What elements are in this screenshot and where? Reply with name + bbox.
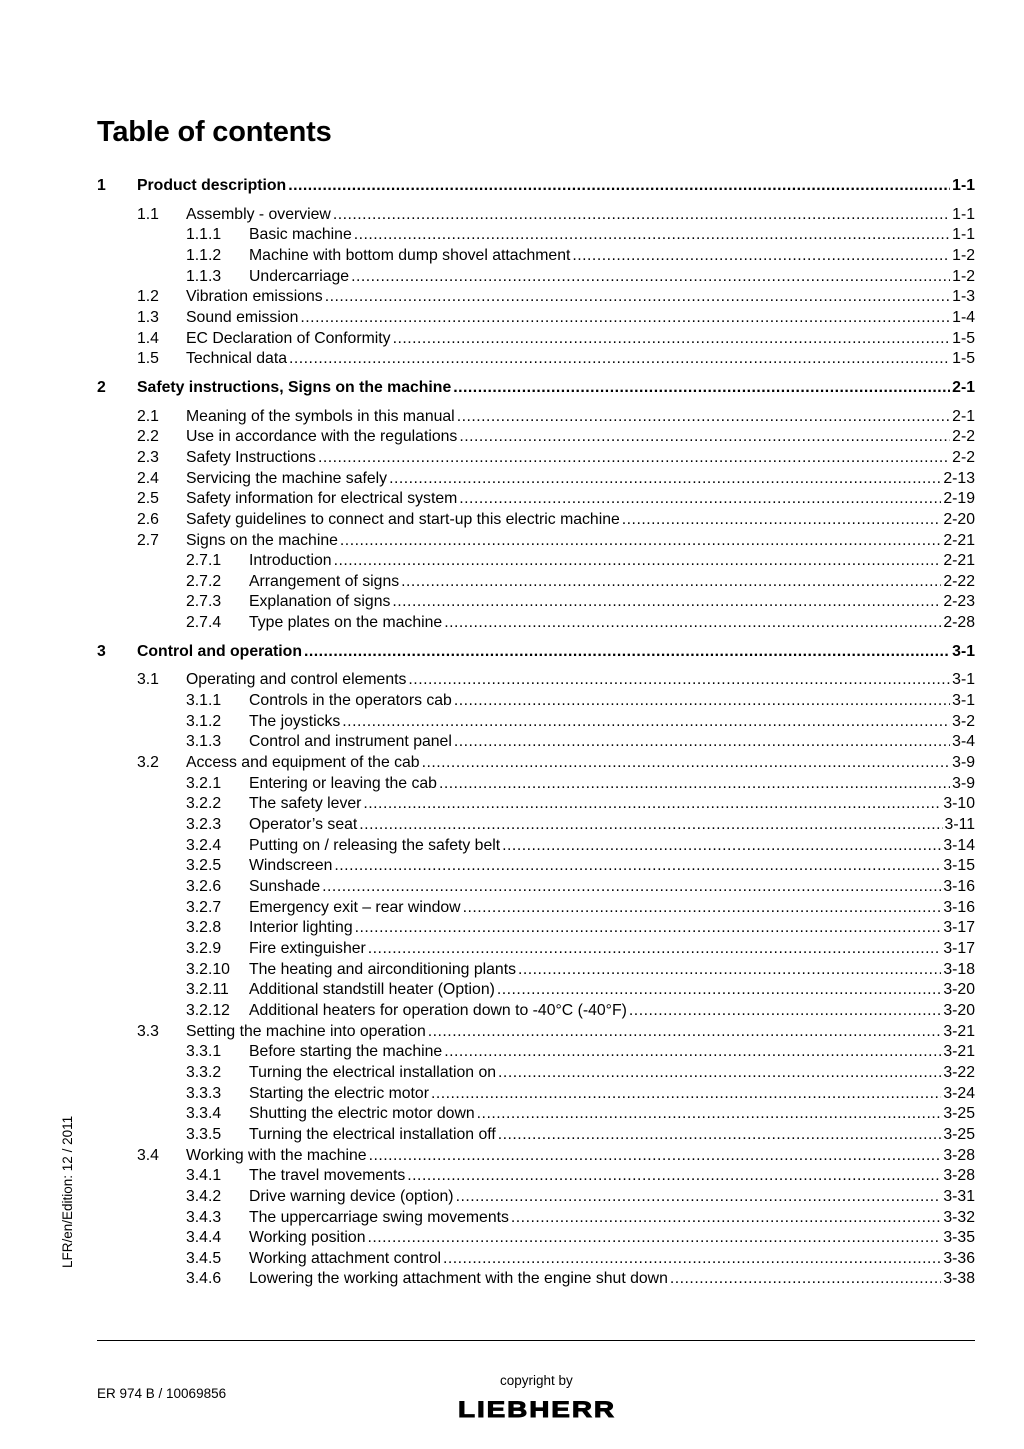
toc-entry-page: 3-1 (952, 671, 975, 689)
toc-entry-number: 2.7.4 (186, 614, 222, 632)
toc-entry-number: 2.2 (137, 428, 159, 446)
toc-entry-number: 3.3.4 (186, 1105, 222, 1123)
toc-entry-number: 3.2.9 (186, 939, 222, 957)
toc-dot-leader (322, 877, 941, 898)
toc-entry-number: 1.2 (137, 288, 159, 306)
toc-entry-title: The travel movements (249, 1167, 406, 1185)
toc-section-entry (97, 531, 975, 552)
toc-section-entry (97, 1146, 975, 1167)
toc-subsection-entry (97, 815, 975, 836)
toc-dot-leader (393, 329, 951, 350)
toc-dot-leader (453, 378, 950, 399)
toc-entry-title: Fire extinguisher (249, 939, 366, 957)
toc-entry-title: Meaning of the symbols in this manual (186, 407, 455, 425)
toc-dot-leader (443, 1249, 941, 1270)
table-of-contents (97, 176, 975, 1290)
toc-entry-title: Technical data (186, 350, 287, 368)
toc-entry-title: Drive warning device (option) (249, 1187, 454, 1205)
toc-entry-page: 3-20 (943, 981, 975, 999)
toc-entry-page: 3-32 (943, 1208, 975, 1226)
toc-entry-title: Starting the electric motor (249, 1084, 429, 1102)
toc-dot-leader (289, 349, 950, 370)
toc-entry-number: 1.1.2 (186, 246, 222, 264)
toc-section-entry (97, 510, 975, 531)
toc-entry-number: 3.2.8 (186, 919, 222, 937)
toc-subsection-entry (97, 1104, 975, 1125)
toc-chapter-entry (97, 176, 975, 197)
toc-entry-number: 1.3 (137, 308, 159, 326)
toc-entry-page: 3-18 (943, 960, 975, 978)
page-title: Table of contents (97, 116, 332, 148)
toc-entry-page: 3-20 (943, 1001, 975, 1019)
toc-entry-number: 3.1.2 (186, 712, 222, 730)
toc-dot-leader (368, 1228, 942, 1249)
toc-entry-number: 1.5 (137, 350, 159, 368)
toc-subsection-entry (97, 856, 975, 877)
toc-entry-title: Sunshade (249, 878, 321, 895)
toc-subsection-entry (97, 712, 975, 733)
toc-section-entry (97, 407, 975, 428)
toc-subsection-entry (97, 877, 975, 898)
toc-entry-title: Turning the electrical installation off (249, 1125, 496, 1143)
toc-entry-title: The joysticks (249, 712, 341, 730)
toc-entry-number: 1.1 (137, 205, 159, 223)
toc-entry-title: Signs on the machine (186, 531, 338, 549)
toc-dot-leader (407, 1166, 941, 1187)
toc-dot-leader (456, 1187, 942, 1208)
toc-entry-title: Vibration emissions (186, 288, 323, 306)
toc-entry-title: Safety Instructions (186, 448, 316, 466)
toc-entry-title: Operating and control elements (186, 671, 407, 689)
toc-dot-leader (457, 407, 950, 428)
toc-entry-page: 3-22 (943, 1063, 975, 1081)
toc-entry-title: Interior lighting (249, 919, 353, 937)
toc-entry-number: 3.2.10 (186, 960, 230, 978)
toc-entry-title: Sound emission (186, 308, 299, 326)
toc-subsection-entry (97, 691, 975, 712)
toc-entry-page: 1-2 (952, 267, 975, 285)
toc-entry-number: 2.7.2 (186, 572, 222, 590)
toc-entry-page: 1-1 (952, 177, 975, 194)
toc-dot-leader (363, 794, 941, 815)
toc-dot-leader (355, 918, 942, 939)
toc-entry-number: 3.2.12 (186, 1001, 230, 1019)
toc-entry-title: Emergency exit – rear window (249, 898, 461, 916)
toc-entry-number: 3.1.3 (186, 733, 222, 751)
toc-subsection-entry (97, 1063, 975, 1084)
toc-entry-number: 3.2 (137, 754, 159, 772)
toc-dot-leader (572, 246, 950, 267)
footer-divider (97, 1340, 975, 1341)
toc-entry-title: Servicing the machine safely (186, 469, 388, 487)
toc-entry-number: 3 (97, 642, 106, 660)
toc-entry-page: 3-11 (944, 816, 975, 834)
toc-dot-leader (444, 1042, 941, 1063)
toc-dot-leader (368, 939, 942, 960)
toc-dot-leader (497, 980, 942, 1001)
toc-entry-number: 3.4.1 (186, 1167, 222, 1185)
edition-note: LFR/en/Edition: 12 / 2011 (60, 1115, 75, 1268)
toc-entry-page: 2-2 (952, 428, 975, 446)
toc-section-entry (97, 469, 975, 490)
toc-section-entry (97, 349, 975, 370)
toc-subsection-entry (97, 1208, 975, 1229)
toc-entry-number: 3.4.2 (186, 1187, 222, 1205)
toc-section-entry (97, 753, 975, 774)
toc-entry-title: The uppercarriage swing movements (249, 1208, 509, 1226)
toc-subsection-entry (97, 613, 975, 634)
toc-dot-leader (334, 551, 942, 572)
toc-entry-page: 3-15 (943, 857, 975, 875)
toc-dot-leader (359, 815, 942, 836)
copyright-label: copyright by (500, 1373, 573, 1388)
toc-subsection-entry (97, 939, 975, 960)
toc-entry-title: Additional standstill heater (Option) (249, 981, 495, 999)
toc-section-entry (97, 427, 975, 448)
toc-entry-title: Basic machine (249, 226, 352, 244)
toc-entry-page: 1-3 (952, 288, 975, 306)
toc-entry-number: 3.3.1 (186, 1043, 222, 1061)
toc-entry-number: 3.4.3 (186, 1208, 222, 1226)
toc-entry-number: 3.2.11 (186, 981, 229, 999)
toc-dot-leader (334, 856, 941, 877)
toc-dot-leader (454, 732, 950, 753)
toc-entry-title: Arrangement of signs (249, 572, 400, 590)
toc-entry-number: 3.3.3 (186, 1084, 222, 1102)
toc-subsection-entry (97, 1228, 975, 1249)
toc-subsection-entry (97, 592, 975, 613)
toc-entry-title: EC Declaration of Conformity (186, 329, 391, 347)
toc-dot-leader (459, 489, 941, 510)
toc-entry-title: Machine with bottom dump shovel attachment (249, 246, 571, 264)
toc-subsection-entry (97, 1166, 975, 1187)
toc-entry-page: 1-1 (952, 226, 975, 244)
toc-dot-leader (629, 1001, 941, 1022)
toc-entry-number: 2.3 (137, 448, 159, 466)
toc-entry-title: Type plates on the machine (249, 614, 443, 632)
toc-entry-number: 3.1 (137, 671, 159, 689)
toc-subsection-entry (97, 1042, 975, 1063)
toc-entry-number: 3.2.2 (186, 795, 222, 813)
toc-entry-page: 3-21 (943, 1043, 975, 1061)
toc-entry-number: 3.3.5 (186, 1125, 222, 1143)
toc-dot-leader (333, 205, 950, 226)
toc-dot-leader (351, 267, 950, 288)
toc-entry-number: 2 (97, 378, 106, 396)
toc-entry-number: 2.1 (137, 407, 159, 425)
toc-entry-page: 3-9 (952, 754, 975, 772)
toc-entry-title: Windscreen (249, 857, 333, 875)
toc-entry-page: 2-13 (943, 469, 975, 487)
toc-entry-page: 2-23 (943, 593, 975, 611)
toc-subsection-entry (97, 898, 975, 919)
toc-entry-page: 3-1 (952, 692, 975, 710)
toc-entry-title: Assembly - overview (186, 205, 331, 223)
toc-dot-leader (622, 510, 942, 531)
toc-entry-title: Shutting the electric motor down (249, 1105, 475, 1123)
toc-entry-page: 3-14 (943, 836, 975, 854)
toc-entry-number: 3.1.1 (186, 692, 222, 710)
toc-subsection-entry (97, 960, 975, 981)
toc-dot-leader (454, 691, 950, 712)
toc-entry-title: Lowering the working attachment with the engine shut down (249, 1270, 668, 1288)
toc-entry-title: Control and instrument panel (249, 733, 452, 751)
toc-chapter-entry (97, 642, 975, 663)
toc-dot-leader (670, 1269, 942, 1290)
toc-subsection-entry (97, 551, 975, 572)
toc-entry-number: 3.2.1 (186, 774, 222, 792)
toc-entry-title: Explanation of signs (249, 593, 391, 611)
toc-entry-title: Putting on / releasing the safety belt (249, 836, 501, 854)
toc-entry-number: 3.4.4 (186, 1229, 222, 1247)
toc-dot-leader (401, 572, 941, 593)
toc-entry-number: 3.4.6 (186, 1270, 222, 1288)
toc-entry-title: Controls in the operators cab (249, 692, 452, 710)
toc-dot-leader (304, 642, 950, 663)
toc-subsection-entry (97, 732, 975, 753)
toc-entry-title: Control and operation (137, 642, 302, 660)
toc-entry-number: 2.7 (137, 531, 159, 549)
toc-entry-page: 3-4 (952, 733, 975, 751)
toc-entry-page: 1-4 (952, 308, 975, 326)
toc-entry-title: Introduction (249, 552, 332, 570)
toc-entry-page: 2-28 (943, 614, 975, 632)
toc-entry-page: 2-1 (952, 378, 975, 396)
toc-entry-page: 2-1 (952, 407, 975, 425)
toc-subsection-entry (97, 836, 975, 857)
document-number: ER 974 B / 10069856 (97, 1386, 227, 1401)
toc-entry-number: 1.1.1 (186, 226, 222, 244)
toc-subsection-entry (97, 1269, 975, 1290)
toc-entry-number: 2.7.1 (186, 552, 222, 570)
toc-entry-title: Safety information for electrical system (186, 490, 458, 508)
toc-section-entry (97, 329, 975, 350)
toc-entry-page: 3-25 (943, 1125, 975, 1143)
toc-entry-page: 2-2 (952, 448, 975, 466)
svg-text:LIEBHERR: LIEBHERR (458, 1397, 616, 1421)
toc-entry-page: 3-36 (943, 1249, 975, 1267)
toc-entry-title: The safety lever (249, 795, 362, 813)
toc-entry-page: 1-5 (952, 350, 975, 368)
toc-entry-page: 3-31 (943, 1187, 975, 1205)
toc-entry-number: 3.2.5 (186, 857, 222, 875)
toc-entry-title: Setting the machine into operation (186, 1022, 426, 1040)
toc-dot-leader (354, 225, 950, 246)
toc-entry-page: 3-35 (943, 1229, 975, 1247)
toc-chapter-entry (97, 378, 975, 399)
toc-entry-page: 1-2 (952, 246, 975, 264)
toc-dot-leader (428, 1022, 942, 1043)
toc-dot-leader (392, 592, 941, 613)
toc-subsection-entry (97, 980, 975, 1001)
toc-dot-leader (325, 287, 950, 308)
toc-section-entry (97, 448, 975, 469)
toc-entry-page: 3-28 (943, 1146, 975, 1164)
toc-entry-title: Working attachment control (249, 1249, 441, 1267)
toc-dot-leader (511, 1208, 941, 1229)
toc-entry-page: 3-24 (943, 1084, 975, 1102)
toc-subsection-entry (97, 1187, 975, 1208)
toc-entry-page: 3-17 (943, 919, 975, 937)
toc-dot-leader (477, 1104, 942, 1125)
toc-entry-title: Working with the machine (186, 1146, 367, 1164)
toc-entry-page: 2-21 (943, 552, 975, 570)
toc-entry-number: 2.7.3 (186, 593, 222, 611)
toc-dot-leader (342, 712, 950, 733)
toc-entry-number: 3.3 (137, 1022, 159, 1040)
toc-subsection-entry (97, 572, 975, 593)
toc-dot-leader (498, 1125, 942, 1146)
toc-entry-number: 3.2.4 (186, 836, 222, 854)
toc-entry-title: Product description (137, 177, 287, 194)
toc-entry-page: 3-16 (943, 878, 975, 895)
toc-entry-number: 2.6 (137, 510, 159, 528)
toc-dot-leader (288, 176, 950, 197)
toc-subsection-entry (97, 1084, 975, 1105)
toc-entry-page: 3-2 (952, 712, 975, 730)
toc-entry-page: 3-25 (943, 1105, 975, 1123)
toc-dot-leader (459, 427, 950, 448)
toc-dot-leader (444, 613, 941, 634)
toc-subsection-entry (97, 267, 975, 288)
toc-entry-page: 3-38 (943, 1270, 975, 1288)
toc-dot-leader (408, 670, 950, 691)
toc-subsection-entry (97, 246, 975, 267)
toc-entry-page: 3-16 (943, 898, 975, 916)
toc-dot-leader (518, 960, 941, 981)
toc-entry-number: 1 (97, 177, 106, 194)
liebherr-logo (457, 1397, 619, 1421)
toc-entry-page: 3-21 (943, 1022, 975, 1040)
toc-entry-title: Before starting the machine (249, 1043, 443, 1061)
toc-dot-leader (389, 469, 941, 490)
toc-entry-page: 2-22 (943, 572, 975, 590)
toc-dot-leader (422, 753, 951, 774)
toc-entry-number: 2.4 (137, 469, 159, 487)
toc-entry-number: 3.4.5 (186, 1249, 222, 1267)
toc-section-entry (97, 670, 975, 691)
toc-entry-title: Access and equipment of the cab (186, 754, 420, 772)
toc-entry-title: Safety instructions, Signs on the machine (137, 378, 452, 396)
toc-entry-page: 2-21 (943, 531, 975, 549)
toc-dot-leader (300, 308, 950, 329)
toc-entry-number: 1.4 (137, 329, 159, 347)
toc-subsection-entry (97, 1001, 975, 1022)
toc-section-entry (97, 308, 975, 329)
toc-entry-page: 1-1 (952, 205, 975, 223)
toc-entry-title: Use in accordance with the regulations (186, 428, 458, 446)
toc-entry-page: 3-28 (943, 1167, 975, 1185)
toc-entry-title: Undercarriage (249, 267, 350, 285)
toc-subsection-entry (97, 794, 975, 815)
toc-section-entry (97, 205, 975, 226)
toc-dot-leader (502, 836, 941, 857)
toc-entry-number: 3.2.3 (186, 816, 222, 834)
toc-entry-page: 3-10 (943, 795, 975, 813)
toc-entry-title: The heating and airconditioning plants (249, 960, 516, 978)
toc-entry-number: 3.4 (137, 1146, 159, 1164)
toc-entry-title: Working position (249, 1229, 366, 1247)
toc-dot-leader (431, 1084, 941, 1105)
toc-entry-title: Operator’s seat (249, 816, 358, 834)
toc-subsection-entry (97, 774, 975, 795)
toc-entry-page: 3-9 (952, 774, 975, 792)
toc-dot-leader (498, 1063, 941, 1084)
toc-subsection-entry (97, 1125, 975, 1146)
toc-entry-title: Entering or leaving the cab (249, 774, 437, 792)
toc-entry-page: 1-5 (952, 329, 975, 347)
toc-entry-page: 3-17 (943, 939, 975, 957)
toc-entry-title: Safety guidelines to connect and start-up this electric machine (186, 510, 620, 528)
toc-dot-leader (369, 1146, 942, 1167)
toc-entry-page: 2-20 (943, 510, 975, 528)
toc-entry-page: 2-19 (943, 490, 975, 508)
toc-entry-title: Additional heaters for operation down to -40°C (-40°F) (249, 1001, 627, 1019)
toc-entry-number: 3.2.6 (186, 878, 222, 895)
toc-entry-number: 2.5 (137, 490, 159, 508)
toc-dot-leader (439, 774, 950, 795)
toc-entry-number: 3.2.7 (186, 898, 222, 916)
toc-dot-leader (340, 531, 941, 552)
toc-section-entry (97, 1022, 975, 1043)
toc-entry-page: 3-1 (952, 642, 975, 660)
toc-entry-number: 3.3.2 (186, 1063, 222, 1081)
toc-subsection-entry (97, 225, 975, 246)
toc-dot-leader (318, 448, 950, 469)
toc-entry-title: Turning the electrical installation on (249, 1063, 497, 1081)
toc-dot-leader (463, 898, 942, 919)
toc-entry-number: 1.1.3 (186, 267, 222, 285)
toc-section-entry (97, 489, 975, 510)
toc-subsection-entry (97, 918, 975, 939)
toc-section-entry (97, 287, 975, 308)
toc-subsection-entry (97, 1249, 975, 1270)
